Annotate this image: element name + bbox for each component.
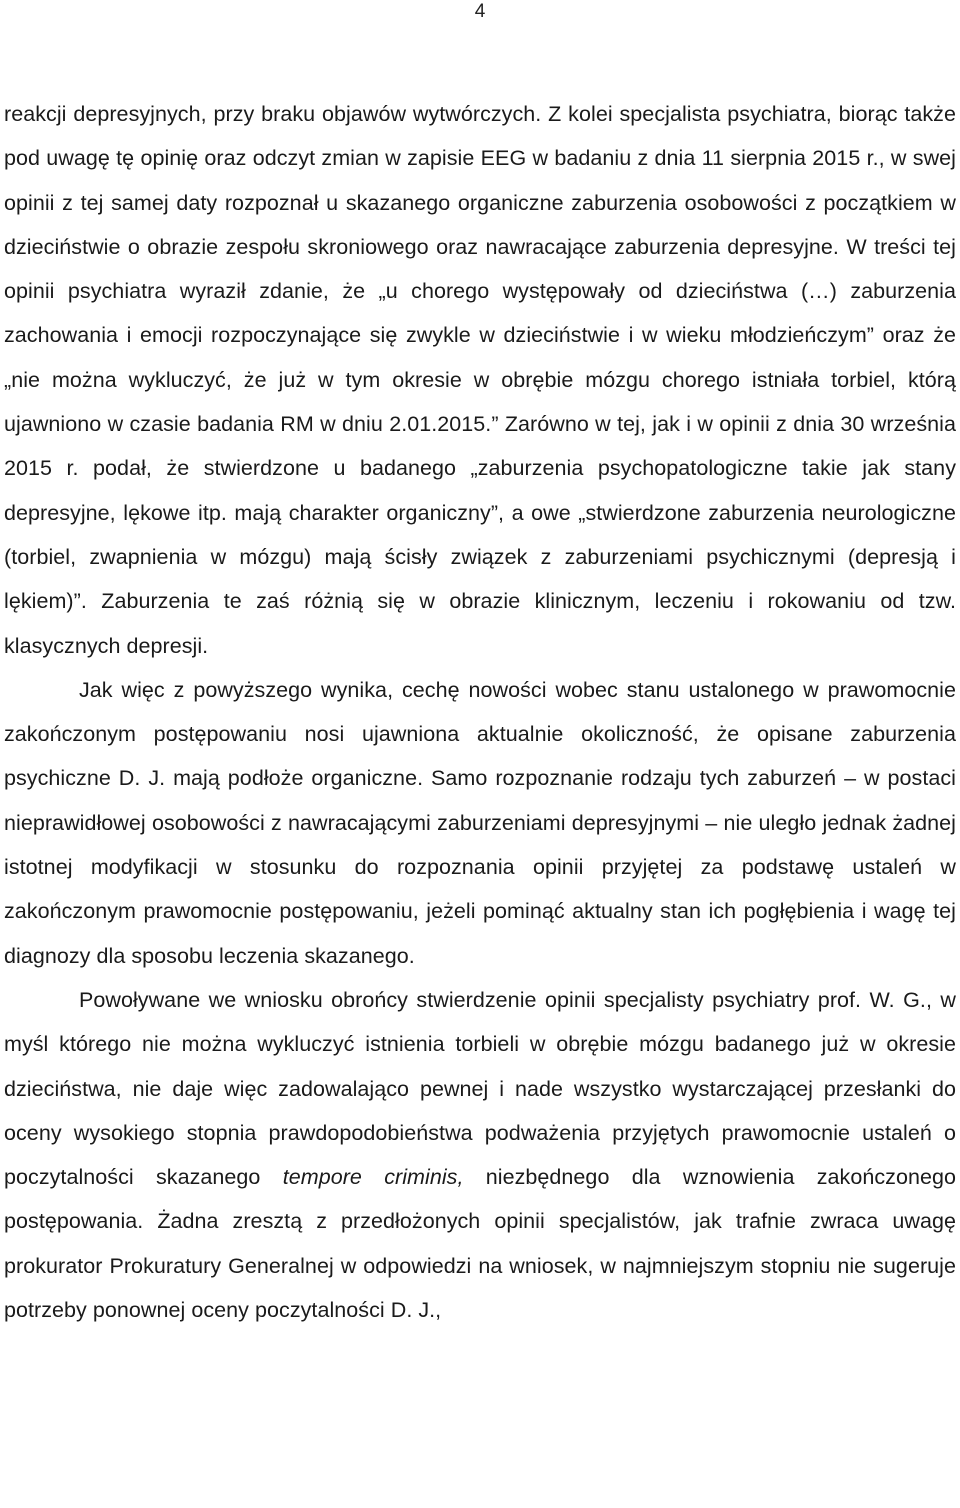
page-number: 4 [474, 1, 486, 22]
paragraph-3-text-before: Powoływane we wniosku obrońcy stwierdzenie opinii specjalisty psychiatry prof. W. G., w myśl którego nie można wykluczyć istnienia torbieli w obrębie mózgu badanego już w okresie dzieciństwa, nie daje więc zadowalająco pewnej i nade wszystko wystarczającej przesłanki do oceny wysokiego stopnia prawdopodobieństwa podważenia przyjętych prawomocnie ustaleń o poczytalności skazanego [4, 987, 956, 1190]
paragraph-3-text-after: niezbędnego dla wznowienia zakończonego postępowania. Żadna zresztą z przedłożonych opinii specjalistów, jak trafnie zwraca uwagę prokurator Prokuratury Generalnej w odpowiedzi na wniosek, w najmniejszym stopniu nie sugeruje potrzeby ponownej oceny poczytalności D. J., [4, 1165, 957, 1323]
latin-phrase-tempore-criminis: tempore criminis, [282, 1165, 464, 1190]
paragraph-3 [4, 978, 956, 1332]
document-body [4, 92, 956, 1332]
paragraph-2: Jak więc z powyższego wynika, cechę nowości wobec stanu ustalonego w prawomocnie zakończonym postępowaniu nosi ujawniona aktualnie okoliczność, że opisane zaburzenia psychiczne D. J. mają podłoże organiczne. Samo rozpoznanie rodzaju tych zaburzeń – w postaci nieprawidłowej osobowości z nawracającymi zaburzeniami depresyjnymi – nie uległo jednak żadnej istotnej modyfikacji w stosunku do rozpoznania opinii przyjętej za podstawę ustaleń w zakończonym prawomocnie postępowaniu, jeżeli pominąć aktualny stan ich pogłębienia i wagę tej diagnozy dla sposobu leczenia skazanego. [4, 677, 956, 968]
paragraph-1: reakcji depresyjnych, przy braku objawów wytwórczych. Z kolei specjalista psychiatra, biorąc także pod uwagę tę opinię oraz odczyt zmian w zapisie EEG w badaniu z dnia 11 sierpnia 2015 r., w swej opinii z tej samej daty rozpoznał u skazanego organiczne zaburzenia osobowości z początkiem w dzieciństwie o obrazie zespołu skroniowego oraz nawracające zaburzenia depresyjne. W treści tej opinii psychiatra wyraził zdanie, że „u chorego występowały od dzieciństwa (…) zaburzenia zachowania i emocji rozpoczynające się zwykle w dzieciństwie i w wieku młodzieńczym” oraz że „nie można wykluczyć, że już w tym okresie w obrębie mózgu chorego istniała torbiel, którą ujawniono w czasie badania RM w dniu 2.01.2015.” Zarówno w tej, jak i w opinii z dnia 30 września 2015 r. podał, że stwierdzone u badanego „zaburzenia psychopatologiczne takie jak stany depresyjne, lękowe itp. mają charakter organiczny”, a owe „stwierdzone zaburzenia neurologiczne (torbiel, zwapnienia w mózgu) mają ścisły związek z zaburzeniami psychicznymi (depresją i lękiem)”. Zaburzenia te zaś różnią się w obrazie klinicznym, leczeniu i rokowaniu od tzw. klasycznych depresji. [4, 102, 956, 658]
